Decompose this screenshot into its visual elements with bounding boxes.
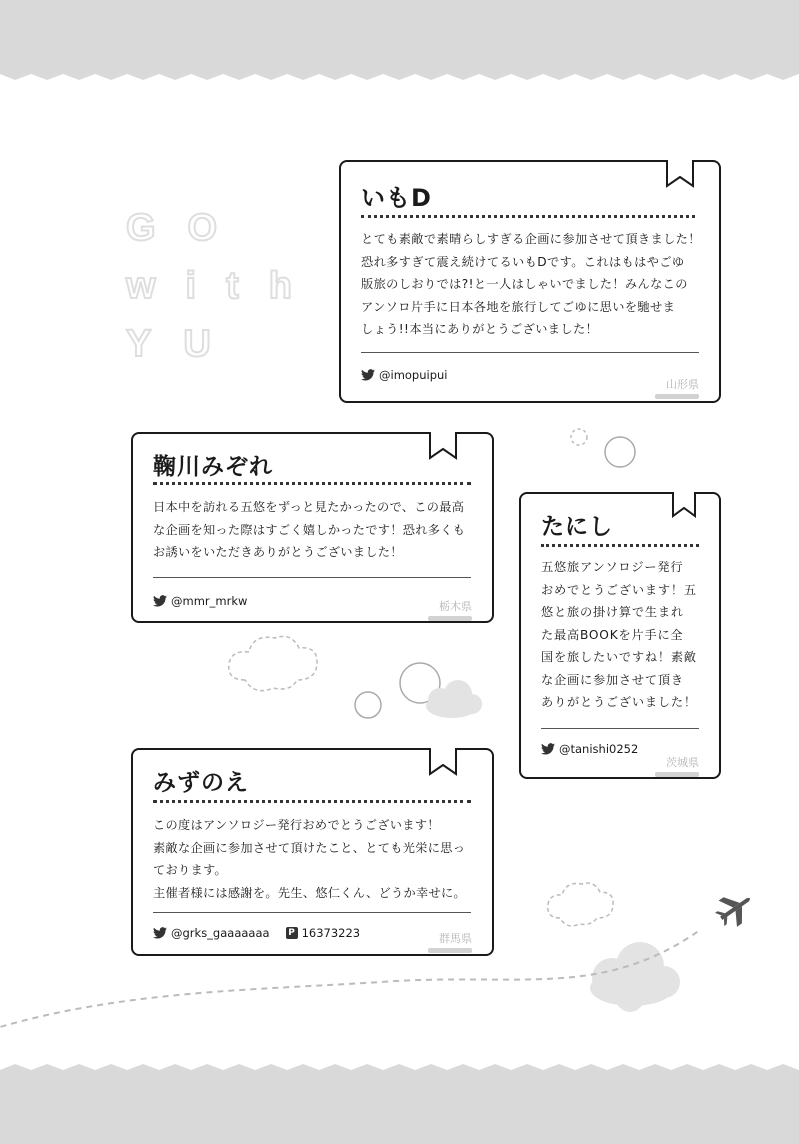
bookmark-ribbon-icon [428, 432, 458, 462]
message-line: アンソロ片手に日本各地を旅行してごゆに思いを馳せま [361, 299, 676, 314]
prefecture-underline [655, 772, 699, 777]
prefecture-underline [428, 616, 472, 621]
social-handle[interactable] [361, 368, 448, 382]
prefecture-label: 茨城県 [666, 756, 699, 769]
prefecture-label: 山形県 [666, 378, 699, 391]
message-line: な企画に参加させて頂き [541, 672, 684, 687]
prefecture-label: 栃木県 [439, 600, 472, 613]
card-name: たにし [541, 514, 613, 540]
footer-rule [153, 912, 471, 913]
watermark [125, 207, 322, 365]
bookmark-ribbon-icon [428, 748, 458, 778]
message-line: 版旅のしおりでは?!と一人はしゃいでました！みんなこの [361, 277, 688, 291]
footer-rule [361, 352, 699, 353]
footer-rule [541, 728, 699, 729]
message-card-mizunoe [131, 748, 494, 956]
twitter-bird-icon [541, 743, 555, 755]
prefecture-underline [428, 948, 472, 953]
message-line: おめでとうございます！五 [541, 582, 697, 597]
message-card-mizore [131, 432, 494, 623]
watermark-line-3: YU [126, 323, 243, 365]
card-message [153, 814, 466, 904]
twitter-bird-icon [153, 595, 167, 607]
watermark-line-1: GO [126, 207, 250, 249]
message-line: とても素敵で素晴らしすぎる企画に参加させて頂きました！ [361, 232, 701, 246]
message-line: 恐れ多すぎて震え続けてるいもDです。これはもはやごゆ [361, 254, 685, 269]
message-card-imod [339, 160, 721, 403]
message-line: しょう!!本当にありがとうございました！ [361, 322, 599, 336]
dashed-cloud-icon [229, 636, 317, 690]
message-line: な企画を知った際はすごく嬉しかったです！恐れ多くも [153, 522, 466, 537]
message-line: この度はアンソロジー発行おめでとうございます！ [153, 818, 440, 832]
message-line: 五悠旅アンソロジー発行 [541, 560, 684, 574]
dotted-divider [541, 544, 699, 547]
social-handle[interactable] [153, 594, 247, 608]
prefecture-label: 群馬県 [439, 932, 472, 945]
footer-rule [153, 577, 471, 578]
prefecture-underline [655, 394, 699, 399]
dotted-divider [153, 482, 471, 485]
message-line: 主催者様には感謝を。先生、悠仁くん、どうか幸せに。 [153, 885, 466, 900]
message-line: ております。 [153, 863, 227, 877]
circle [605, 437, 635, 467]
dotted-divider [153, 800, 471, 803]
card-message [361, 228, 701, 341]
pixiv-icon: P [286, 927, 298, 939]
twitter-handle: @tanishi0252 [559, 742, 639, 756]
dashed-circle [571, 429, 587, 445]
message-line: 日本中を訪れる五悠をずっと見たかったので、この最高 [153, 500, 465, 514]
twitter-bird-icon [361, 369, 375, 381]
message-card-tanishi [519, 492, 721, 779]
cloud-icon [426, 680, 482, 718]
circle [355, 692, 381, 718]
card-name: いもD [361, 184, 432, 212]
card-name: 鞠川みぞれ [153, 454, 273, 480]
social-handle[interactable] [153, 926, 360, 940]
twitter-handle: @mmr_mrkw [171, 594, 248, 608]
watermark-line-2: with [126, 265, 322, 307]
cloud-icon [590, 942, 680, 1012]
dotted-divider [361, 215, 695, 218]
twitter-handle: @grks_gaaaaaaa [171, 926, 270, 940]
bookmark-ribbon-icon [665, 160, 695, 190]
pixiv-id: 16373223 [301, 926, 361, 940]
twitter-handle: @imopuipui [379, 368, 448, 382]
message-line: 悠と旅の掛け算で生まれ [541, 605, 684, 619]
social-handle[interactable] [541, 742, 638, 756]
airplane-icon [710, 885, 759, 932]
dashed-cloud-icon [548, 883, 613, 926]
twitter-bird-icon [153, 927, 167, 939]
message-line: 素敵な企画に参加させて頂けたこと、とても光栄に思っ [153, 840, 466, 855]
message-line: た最高BOOKを片手に全 [541, 627, 684, 642]
message-line: 国を旅したいですね！素敵 [541, 650, 697, 664]
message-line: お誘いをいただきありがとうございました！ [153, 545, 403, 559]
message-line: ありがとうございました！ [541, 695, 697, 709]
card-message [541, 556, 697, 714]
card-message [153, 496, 465, 564]
bookmark-ribbon-icon [671, 492, 697, 520]
card-name: みずのえ [153, 770, 249, 796]
